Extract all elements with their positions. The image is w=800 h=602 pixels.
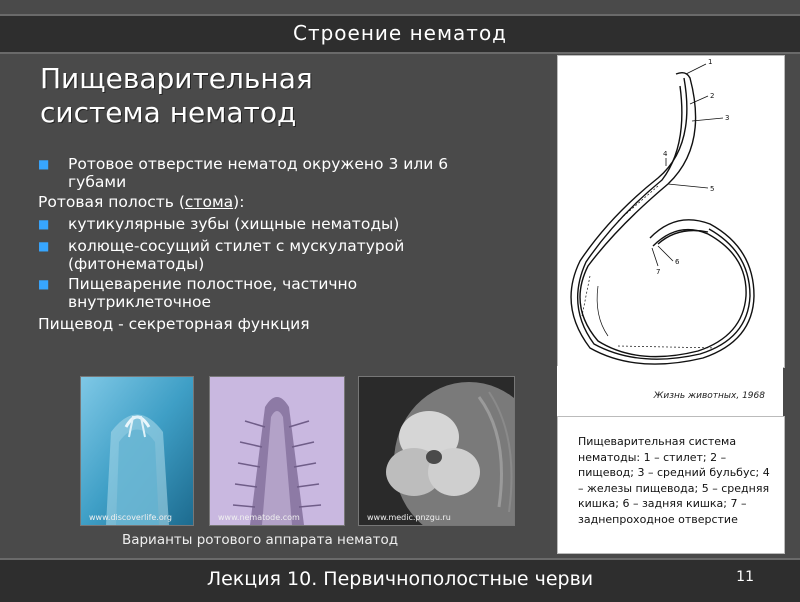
oral-suffix: ): [233, 193, 245, 211]
square-bullet-icon: ■ [38, 217, 50, 231]
heading-line-1: Пищеварительная [40, 62, 313, 95]
heading-line-2: система нематод [40, 96, 297, 129]
lecture-title: Лекция 10. Первичнополостные черви [206, 568, 594, 590]
figure-source-box [557, 366, 783, 416]
photo-source: www.medic.pnzgu.ru [367, 513, 451, 522]
photo-stylet [209, 376, 345, 526]
figure-label: 5 [710, 185, 715, 193]
figure-source: Жизнь животных, 1968 [653, 391, 765, 401]
square-bullet-icon: ■ [38, 157, 50, 171]
figure-label: 2 [710, 92, 715, 100]
esophagus-line: Пищевод - секреторная функция [38, 315, 310, 333]
bullet-text: кутикулярные зубы (хищные нематоды) [68, 215, 400, 233]
oral-term-link: стома [184, 193, 234, 211]
figure-label: 3 [725, 114, 730, 122]
bullet-text: Пищеварение полостное, частично [68, 275, 358, 293]
figure-legend [557, 416, 785, 554]
square-bullet-icon: ■ [38, 277, 50, 291]
figure-label: 6 [675, 258, 680, 266]
photo-source: www.discoverlife.org [89, 513, 172, 522]
photo-source: www.nematode.com [218, 513, 300, 522]
top-title: Строение нематод [292, 21, 508, 45]
nematode-diagram [557, 55, 785, 368]
oral-cavity-line [38, 193, 244, 211]
square-bullet-icon: ■ [38, 239, 50, 253]
photo-lips [358, 376, 515, 526]
slide-heading [40, 62, 313, 130]
oral-prefix: Ротовая полость ( [38, 193, 185, 211]
top-title-bar [0, 14, 800, 54]
figure-label: 7 [656, 268, 661, 276]
nematode-drawing-icon [558, 56, 784, 367]
bullet-text: колюще-сосущий стилет с мускулатурой [68, 237, 405, 255]
legend-text: Пищеварительная система нематоды: 1 – стилет; 2 – пищевод; 3 – средний бульбус; 4 – железы пищевода; 5 – средняя кишка; 6 – задняя кишка; 7 – заднепроходное отверстие [578, 435, 770, 526]
gallery-caption: Варианты ротового аппарата нематод [121, 532, 399, 548]
microscope-image-icon [81, 377, 193, 525]
figure-label: 1 [708, 58, 713, 66]
sem-image-icon [359, 377, 514, 525]
microscope-image-icon [210, 377, 344, 525]
bullet-text: губами [68, 173, 127, 191]
bullet-text: внутриклеточное [68, 293, 212, 311]
page-number: 11 [736, 569, 754, 585]
figure-label: 4 [663, 150, 668, 158]
footer-bar [0, 558, 800, 602]
bullet-text: (фитонематоды) [68, 255, 205, 273]
bullet-text: Ротовое отверстие нематод окружено 3 или 6 [68, 155, 449, 173]
photo-mouth-teeth [80, 376, 194, 526]
